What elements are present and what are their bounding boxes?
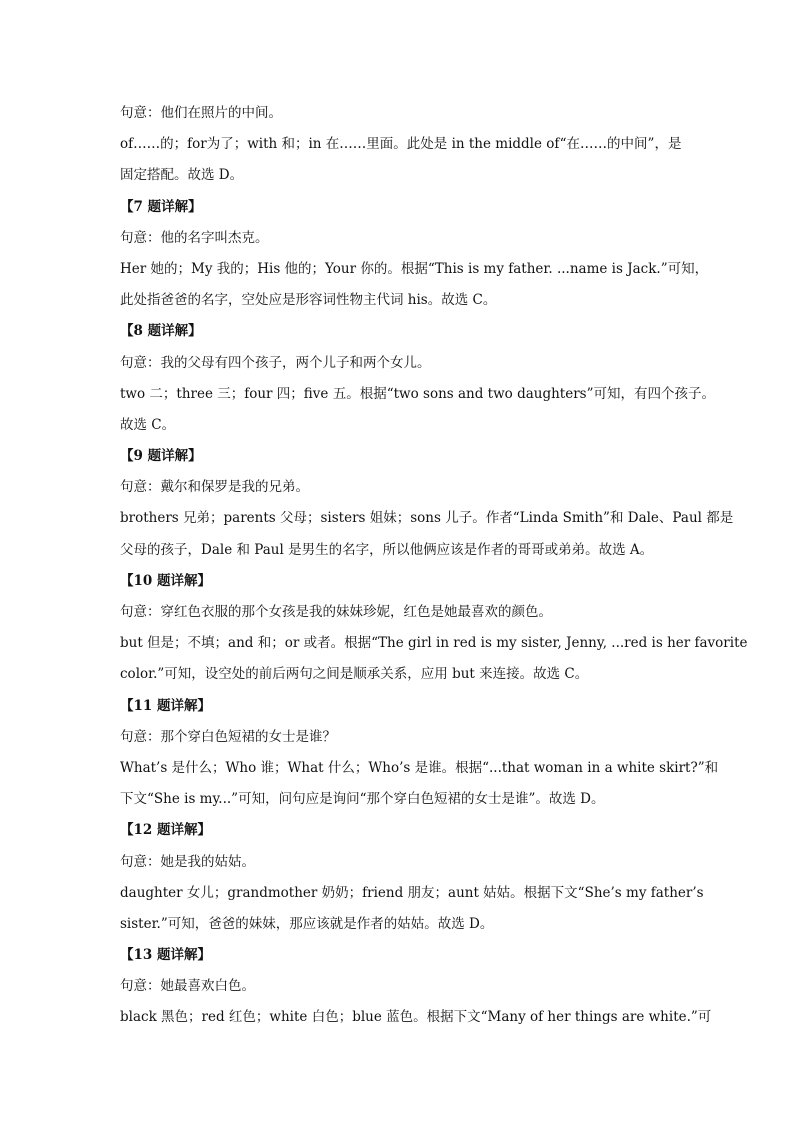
text-line: 句意：戴尔和保罗是我的兄弟。 xyxy=(120,479,309,496)
text-line: 父母的孩子，Dale 和 Paul 是男生的名字，所以他俩应该是作者的哥哥或弟弟。故选 A。 xyxy=(120,541,654,558)
text-line: 下文“She is my...”可知，问句应是询问“那个穿白色短裙的女士是谁”。故选 D。 xyxy=(120,791,605,808)
text-line: color.”可知，设空处的前后两句之间是顺承关系，应用 but 来连接。故选 C。 xyxy=(120,666,589,683)
section-heading-10: 【10 题详解】 xyxy=(120,572,211,589)
text-line: Her 她的；My 我的；His 他的；Your 你的。根据“This is my father. ...name is Jack.”可知， xyxy=(120,260,709,277)
section-heading-9: 【9 题详解】 xyxy=(120,448,202,465)
text-line: two 二；three 三；four 四；five 五。根据“two sons and two daughters”可知，有四个孩子。 xyxy=(120,385,715,402)
section-heading-12: 【12 题详解】 xyxy=(120,822,211,839)
text-line: daughter 女儿；grandmother 奶奶；friend 朋友；aunt 姑姑。根据下文“She’s my father’s xyxy=(120,884,704,901)
text-line: 此处指爸爸的名字，空处应是形容词性物主代词 his。故选 C。 xyxy=(120,292,497,309)
text-line: 句意：他们在照片的中间。 xyxy=(120,105,282,121)
section-heading-8: 【8 题详解】 xyxy=(120,323,202,340)
text-line: 句意：我的父母有四个孩子，两个儿子和两个女儿。 xyxy=(120,354,431,371)
text-line: 句意：她是我的姑姑。 xyxy=(120,853,255,870)
text-line: 故选 C。 xyxy=(120,416,176,433)
text-line: 句意：他的名字叫杰克。 xyxy=(120,229,269,246)
text-line: 句意：她最喜欢白色。 xyxy=(120,978,255,995)
text-line: sister.”可知，爸爸的妹妹，那应该就是作者的姑姑。故选 D。 xyxy=(120,915,494,932)
text-line: 句意：那个穿白色短裙的女士是谁？ xyxy=(120,728,336,745)
section-heading-11: 【11 题详解】 xyxy=(120,697,211,714)
section-heading-7: 【7 题详解】 xyxy=(120,198,202,215)
document-page xyxy=(120,98,748,1034)
text-line: brothers 兄弟；parents 父母；sisters 姐妹；sons 儿子。作者“Linda Smith”和 Dale、Paul 都是 xyxy=(120,510,734,527)
text-line: of……的；for为了；with 和；in 在……里面。此处是 in the middle of“在……的中间”，是 xyxy=(120,136,682,153)
text-line: 固定搭配。故选 D。 xyxy=(120,167,244,184)
text-line: but 但是；不填；and 和；or 或者。根据“The girl in red is my sister, Jenny, ...red is her favorite xyxy=(120,635,748,652)
text-line: What’s 是什么；Who 谁；What 什么；Who’s 是谁。根据“...that woman in a white skirt?”和 xyxy=(120,759,719,776)
text-line: 句意：穿红色衣服的那个女孩是我的妹妹珍妮，红色是她最喜欢的颜色。 xyxy=(120,604,552,620)
text-line: black 黑色；red 红色；white 白色；blue 蓝色。根据下文“Many of her things are white.”可 xyxy=(120,1009,712,1026)
section-heading-13: 【13 题详解】 xyxy=(120,947,211,964)
